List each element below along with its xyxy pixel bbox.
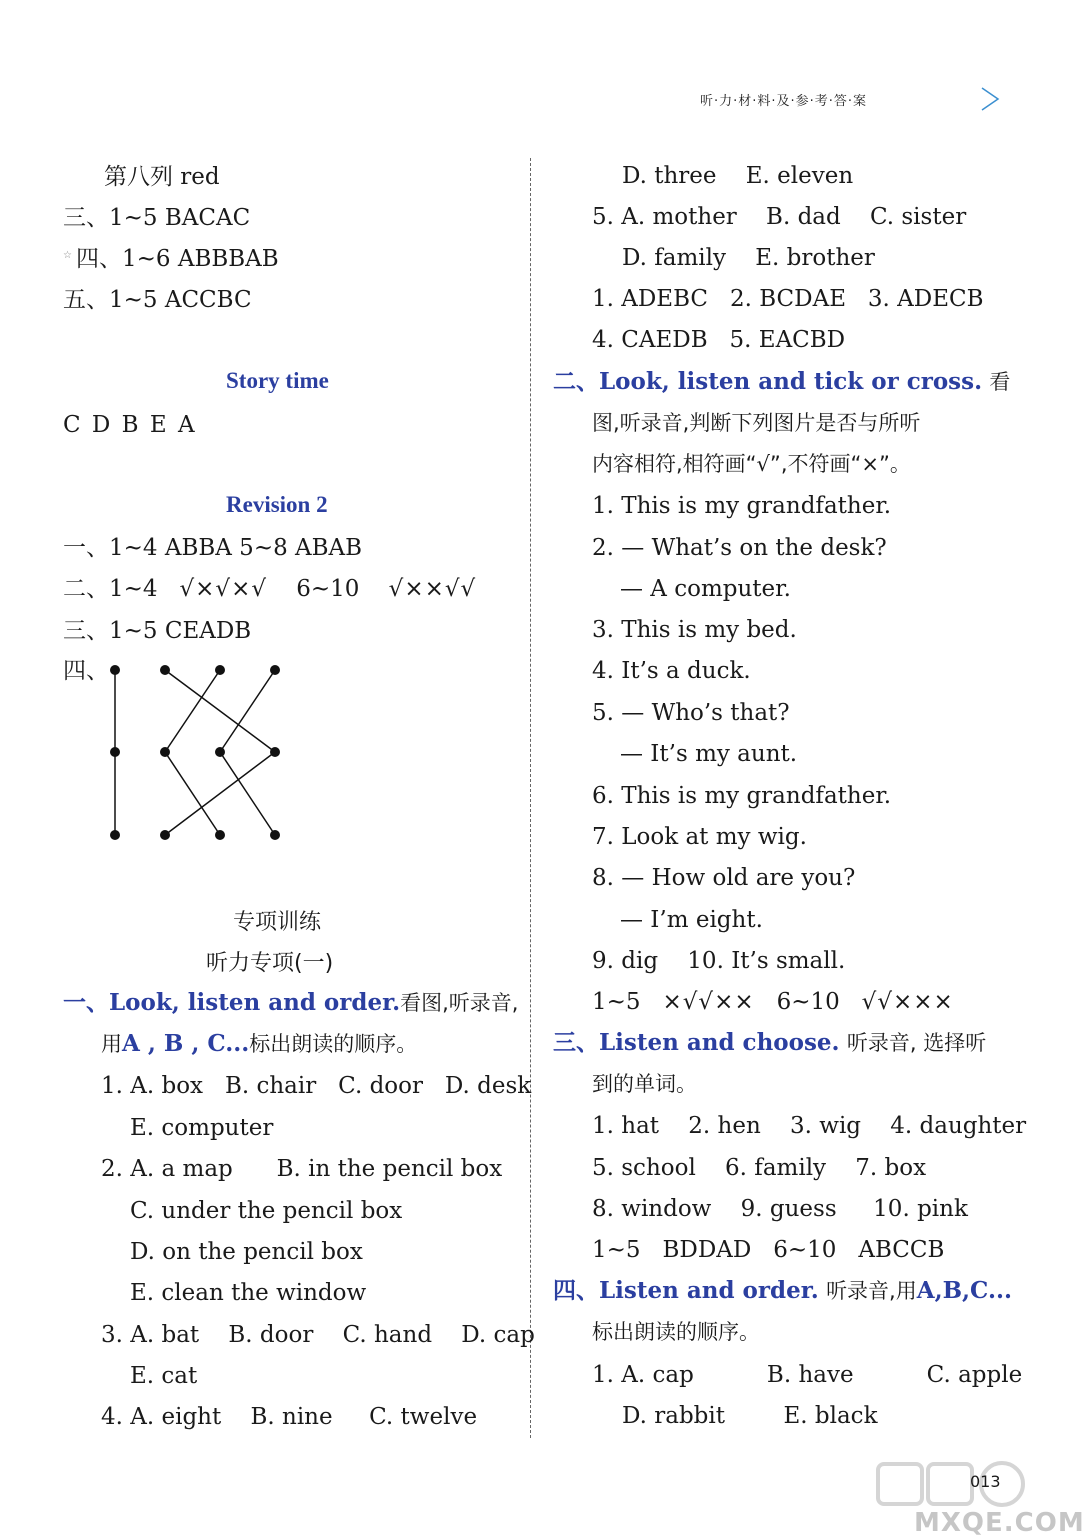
match-line [165,752,220,835]
script-line-2: 2. — What’s on the desk? [592,535,887,561]
match-dot [215,665,225,675]
script-line-9: 7. Look at my wig. [592,824,807,850]
right-line-5: 4. CAEDB 5. EACBD [592,327,846,353]
section-3-cn-2: 到的单词。 [592,1072,697,1096]
left-line-3: 四、1~6 ABBBAB [76,246,279,272]
header-title: 听·力·材·料·及·参·考·答·案 [700,94,868,109]
q2-line-3: D. on the pencil box [130,1239,363,1265]
revision-marks-2: √××√√ [388,576,477,602]
left-line-1: 第八列 red [104,164,220,190]
script-marks-2: √√××× [861,989,954,1015]
page-number: 013 [970,1472,1001,1491]
section-2-heading [553,367,1010,397]
match-dot [270,747,280,757]
script-line-10: 8. — How old are you? [592,865,856,891]
revision-line-3: 三、1~5 CEADB [63,618,252,644]
script-line-6: 5. — Who’s that? [592,700,790,726]
section-1-line-2-prefix: 用 [101,1032,122,1056]
section-1-heading [63,988,518,1018]
match-line [220,670,275,752]
column-divider [530,158,531,1438]
section-1-cn: 看图,听录音, [400,991,519,1015]
q1-line-2: E. computer [130,1115,274,1141]
script-line-8: 6. This is my grandfather. [592,783,892,809]
section-2-num: 二、 [553,368,599,395]
right-line-1: D. three E. eleven [622,163,854,189]
match-dot [160,665,170,675]
match-dot [110,747,120,757]
revision-marks-1: √×√×√ [179,576,267,602]
match-dot [270,665,280,675]
script-answer-prefix: 1~5 [592,989,641,1015]
script-line-12: 9. dig 10. It’s small. [592,948,846,974]
section-2-en: Look, listen and tick or cross. [599,368,983,395]
section-1-line-2 [101,1029,417,1059]
revision-heading: Revision 2 [226,492,328,517]
q3-line-2: E. cat [130,1363,198,1389]
listening-heading: 听力专项(一) [206,951,334,976]
section-3-heading [553,1028,986,1058]
section-4-cn: 听录音,用 [826,1279,917,1303]
revision-line-4: 四、 [63,658,109,684]
script-line-1: 1. This is my grandfather. [592,493,892,519]
section-4-bold: A,B,C... [916,1277,1012,1304]
q2-line-4: E. clean the window [130,1280,367,1306]
watermark-text: MXQE.COM [914,1508,1085,1538]
script-line-3: — A computer. [620,576,791,602]
section-4-num: 四、 [553,1277,599,1304]
section-4-en: Listen and order. [599,1277,819,1304]
match-dot [160,747,170,757]
story-time-heading: Story time [226,368,329,393]
script-line-11: — I’m eight. [620,907,763,933]
match-dot [160,830,170,840]
right-line-4: 1. ADEBC 2. BCDAE 3. ADECB [592,286,984,312]
order-line-1: 1. A. cap B. have C. apple [592,1362,1023,1388]
matching-diagram [100,660,300,850]
match-dot [110,665,120,675]
right-line-2: 5. A. mother B. dad C. sister [592,204,967,230]
q1-line-1: 1. A. box B. chair C. door D. desk [101,1073,532,1099]
section-4-cn-2: 标出朗读的顺序。 [592,1320,760,1344]
section-1-num: 一、 [63,989,109,1016]
script-answer-line [592,987,954,1017]
special-training-heading: 专项训练 [233,910,322,935]
revision-line-2-prefix: 二、1~4 [63,576,158,602]
revision-line-2-mid: 6~10 [296,576,360,602]
match-line [165,670,220,752]
match-dot [110,830,120,840]
section-3-en: Listen and choose. [599,1029,840,1056]
left-line-4: 五、1~5 ACCBC [63,287,252,313]
story-answer: C D B E A [63,412,197,438]
words-line-2: 5. school 6. family 7. box [592,1155,927,1181]
section-1-line-2-cn: 标出朗读的顺序。 [249,1032,418,1056]
words-line-3: 8. window 9. guess 10. pink [592,1196,968,1222]
star-icon: ☆ [63,250,72,261]
section-1-line-2-bold: A , B , C... [122,1030,250,1057]
script-marks-1: ×√√×× [662,989,755,1015]
match-dot [215,747,225,757]
match-line [165,752,275,835]
left-line-2: 三、1~5 BACAC [63,205,251,231]
section-1-en: Look, listen and order. [109,989,401,1016]
revision-line-2 [63,574,476,604]
right-line-3: D. family E. brother [622,245,875,271]
order-line-2: D. rabbit E. black [622,1403,878,1429]
script-answer-mid: 6~10 [776,989,840,1015]
script-line-7: — It’s my aunt. [620,741,798,767]
revision-line-1: 一、1~4 ABBA 5~8 ABAB [63,535,363,561]
script-line-5: 4. It’s a duck. [592,658,751,684]
section-3-cn-1: 听录音, 选择听 [846,1031,987,1055]
q2-line-2: C. under the pencil box [130,1198,403,1224]
match-dot [270,830,280,840]
section-2-cn-1: 看 [989,370,1011,394]
words-answer-line: 1~5 BDDAD 6~10 ABCCB [592,1237,945,1263]
section-2-cn-2: 图,听录音,判断下列图片是否与所听 [592,411,921,435]
match-dot [215,830,225,840]
section-4-heading [553,1276,1012,1306]
q2-line-1: 2. A. a map B. in the pencil box [101,1156,503,1182]
q3-line-1: 3. A. bat B. door C. hand D. cap [101,1322,535,1348]
script-line-4: 3. This is my bed. [592,617,797,643]
chevron-right-icon [978,84,1002,114]
q4-line-1: 4. A. eight B. nine C. twelve [101,1404,478,1430]
words-line-1: 1. hat 2. hen 3. wig 4. daughter [592,1113,1027,1139]
section-2-cn-3: 内容相符,相符画“√”,不符画“×”。 [592,452,911,476]
match-line [220,752,275,835]
match-line [165,670,275,752]
section-3-num: 三、 [553,1029,599,1056]
